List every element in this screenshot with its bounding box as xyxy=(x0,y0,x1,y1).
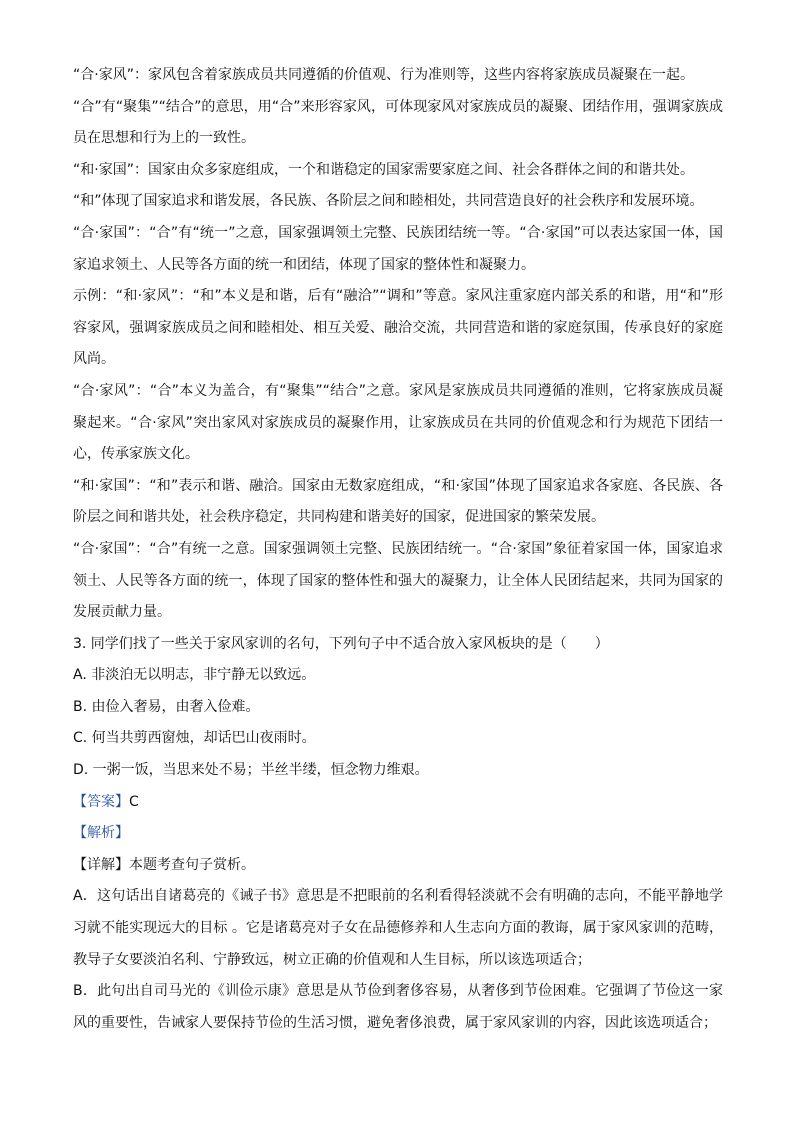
document-content xyxy=(73,60,723,1039)
question-stem: 3. 同学们找了一些关于家风家训的名句，下列句子中不适合放入家风板块的是（ ） xyxy=(73,635,609,652)
paragraph-2: “合”有“聚集”“结合”的意思，用“合”来形容家风，可体现家风对家族成员的凝聚、团结作用，强调家族成员在思想和行为上的一致性。 xyxy=(73,98,723,147)
option-d: D. 一粥一饭，当思来处不易；半丝半缕，恒念物力维艰。 xyxy=(73,762,429,779)
option-c: C. 何当共剪西窗烛，却话巴山夜雨时。 xyxy=(73,730,316,747)
option-b: B. 由俭入奢易，由奢入俭难。 xyxy=(73,698,260,715)
analysis-line xyxy=(73,818,723,850)
paragraph-9: “合·家国”：“合”有统一之意。国家强调领土完整、民族团结统一。“合·家国”象征着家国一体，国家追求领土、人民等各方面的统一，体现了国家的整体性和强大的凝聚力，让全体人民团结起来，共同为国家的发展贡献力量。 xyxy=(73,540,723,621)
paragraph-8: “和·家国”：“和”表示和谐、融洽。国家由无数家庭组成，“和·家国”体现了国家追求各家庭、各民族、各阶层之间和谐共处，社会秩序稳定，共同构建和谐美好的国家，促进国家的繁荣发展。 xyxy=(73,477,723,526)
answer-line xyxy=(73,787,723,819)
answer-label: 【答案】 xyxy=(73,793,129,810)
paragraph-5: “合·家国”：“合”有“统一”之意，国家强调领土完整、民族团结统一等。“合·家国”可以表达家国一体，国家追求领土、人民等各方面的统一和团结，体现了国家的整体性和凝聚力。 xyxy=(73,224,723,273)
paragraph-3: “和·家国”：国家由众多家庭组成，一个和谐稳定的国家需要家庭之间、社会各群体之间的和谐共处。 xyxy=(73,161,694,178)
paragraph-1: “合·家风”：家风包含着家族成员共同遵循的价值观、行为准则等，这些内容将家族成员凝聚在一起。 xyxy=(73,67,694,83)
analysis-label: 【解析】 xyxy=(73,825,129,842)
detail-item-b: B．此句出自司马光的《训俭示康》意思是从节俭到奢侈容易，从奢侈到节俭困难。它强调了节俭这一家风的重要性，告诫家人要保持节俭的生活习惯，避免奢侈浪费，属于家风家训的内容，因此该选项适合； xyxy=(73,983,723,1031)
detail-label: 【详解】 xyxy=(73,856,129,873)
paragraph-4: “和”体现了国家追求和谐发展，各民族、各阶层之间和睦相处，共同营造良好的社会秩序和发展环境。 xyxy=(73,193,704,210)
paragraph-7: “合·家风”：“合”本义为盖合，有“聚集”“结合”之意。家风是家族成员共同遵循的准则，它将家族成员凝聚起来。“合·家风”突出家风对家族成员的凝聚作用，让家族成员在共同的价值观念和行为规范下团结一心，传承家族文化。 xyxy=(73,382,723,463)
paragraph-6: 示例：“和·家风”：“和”本义是和谐，后有“融洽”“调和”等意。家风注重家庭内部关系的和谐，用“和”形容家风，强调家族成员之间和睦相处、相互关爱、融洽交流，共同营造和谐的家庭氛围，传承良好的家庭风尚。 xyxy=(73,288,723,368)
option-a: A. 非淡泊无以明志，非宁静无以致远。 xyxy=(73,667,316,684)
detail-line xyxy=(73,850,723,882)
answer-value: C xyxy=(129,793,139,810)
detail-intro: 本题考查句子赏析。 xyxy=(129,856,255,873)
detail-item-a: A．这句话出自诸葛亮的《诫子书》意思是不把眼前的名利看得轻淡就不会有明确的志向，不能平静地学习就不能实现远大的目标 。它是诸葛亮对子女在品德修养和人生志向方面的教诲，属于家风家训的范畴，教导子女要淡泊名利、宁静致远，树立正确的价值观和人生目标，所以该选项适合； xyxy=(73,888,723,968)
